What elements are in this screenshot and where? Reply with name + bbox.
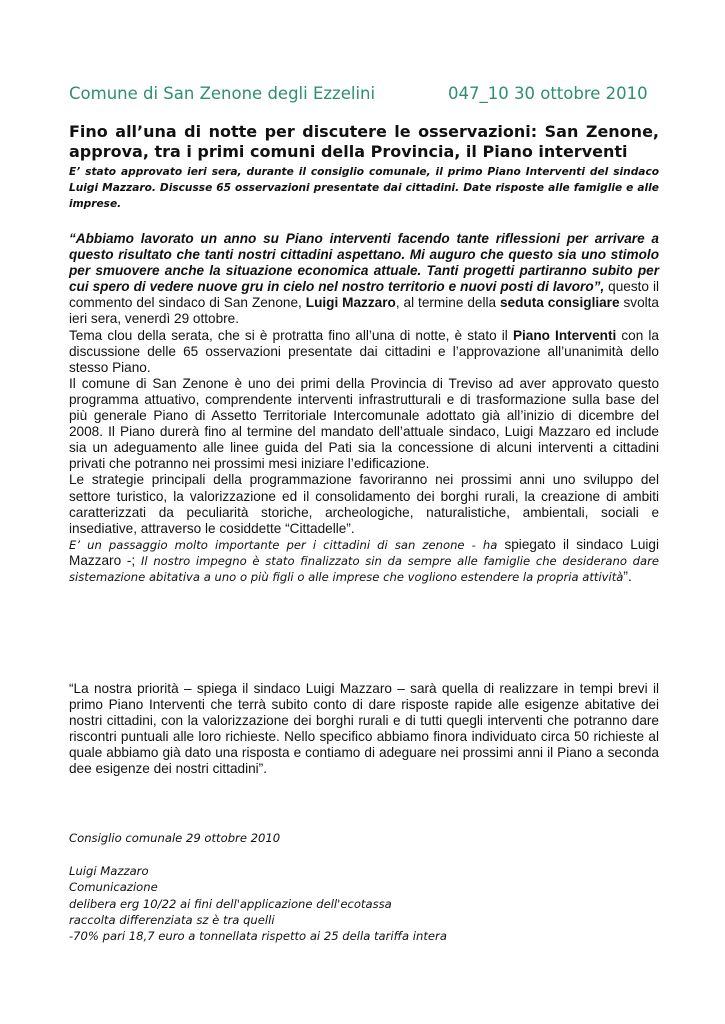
- paragraph-province: Il comune di San Zenone è uno dei primi della Provincia di Treviso ad aver approvato questo programma attuativo, comprendente interventi infrastrutturali e di trasformazione sulla base del più generale Piano di Assetto Territoriale Intercomunale adottato già all’inizio di dicembre del 2008. Il Piano durerà fino al termine del mandato dell’attuale sindaco, Luigi Mazzaro ed include sia un adeguamento alle linee guida del Pati sia la concessione di alcuni interventi a cittadini privati che potranno nei prossimi mesi iniziare l’edificazione.: [69, 375, 659, 472]
- article-body: [69, 231, 659, 585]
- italic-span: Il nostro impegno è stato finalizzato sin da sempre alle famiglie che desiderano dare sistemazione abitativa a uno o più figli o alle imprese che vogliono estendere la propria attività: [69, 553, 659, 584]
- footer-line: Luigi Mazzaro: [69, 864, 149, 879]
- article-title: Fino all’una di notte per discutere le osservazioni: San Zenone, approva, tra i primi comuni della Provincia, il Piano interventi: [69, 122, 659, 161]
- mayor-quote: “Abbiamo lavorato un anno su Piano interventi facendo tante riflessioni per arrivare a questo risultato che tanti nostri cittadini aspettano. Mi auguro che questo sia uno stimolo per smuovere anche la situazione economica attuale. Tanti progetti partiranno subito per cui spero di vedere nuove gru in cielo nel nostro territorio e nuovi posti di lavoro”,: [69, 231, 659, 295]
- text-span: spiegato il sindaco Luigi Mazzaro -;: [69, 536, 659, 568]
- council-date-line: Consiglio comunale 29 ottobre 2010: [69, 831, 281, 845]
- council-session: seduta consigliare: [500, 295, 620, 311]
- paragraph-mayor-quote: [69, 231, 659, 328]
- municipality-name: Comune di San Zenone degli Ezzelini: [69, 84, 376, 103]
- article-subtitle: E’ stato approvato ieri sera, durante il consiglio comunale, il primo Piano Interventi del sindaco Luigi Mazzaro. Discusse 65 osservazioni presentate dai cittadini. Date risposte alle famiglie e alle imprese.: [69, 166, 659, 210]
- text-span: Tema clou della serata, che si è protratta fino all’una di notte, è stato il: [69, 327, 513, 343]
- reference-date: 047_10 30 ottobre 2010: [448, 84, 648, 103]
- text-span: questo il commento del sindaco di San Zenone,: [69, 279, 659, 311]
- mayor-name: Luigi Mazzaro: [305, 295, 396, 311]
- paragraph-priority: “La nostra priorità – spiega il sindaco Luigi Mazzaro – sarà quella di realizzare in tempi brevi il primo Piano Interventi che terrà subito conto di dare risposte rapide alle esigenze abitative dei nostri cittadini, con la valorizzazione dei borghi rurali e di tutti quegli interventi che potranno dare riscontri puntuali alle loro richieste. Nello specifico abbiamo finora individuato circa 50 richieste al quale abbiamo già dato una risposta e contiamo di adeguare nei prossimi anni il Piano a seconda dee esigenze dei nostri cittadini”.: [69, 681, 659, 777]
- footer-line: delibera erg 10/22 ai fini dell'applicazione dell'ecotassa: [69, 896, 392, 911]
- italic-span: E’ un passaggio molto importante per i cittadini di san zenone - ha: [69, 537, 505, 552]
- spacer: [69, 846, 659, 863]
- paragraph-plan: [69, 328, 659, 376]
- footer-notes: [69, 830, 659, 944]
- text-span: svolta ieri sera, venerdì 29 ottobre.: [69, 295, 659, 327]
- document-header: [69, 84, 659, 108]
- text-span: con la discussione delle 65 osservazioni presentate dai cittadini e l’approvazione all’unanimità dello stesso Piano.: [69, 327, 659, 375]
- text-span: , al termine della: [395, 295, 500, 311]
- footer-line: -70% pari 18,7 euro a tonnellata rispetto ai 25 della tariffa intera: [69, 929, 447, 944]
- footer-line: Comunicazione: [69, 880, 158, 895]
- paragraph-mayor-explains: [69, 537, 659, 585]
- plan-name: Piano Interventi: [512, 327, 617, 343]
- footer-line: raccolta differenziata sz è tra quelli: [69, 912, 275, 927]
- paragraph-strategies: Le strategie principali della programmazione favoriranno nei prossimi anni uno sviluppo del settore turistico, la valorizzazione ed il consolidamento dei borghi rurali, la creazione di ambiti caratterizzati da peculiarità storiche, archeologiche, naturalistiche, ambientali, sociali e insediative, attraverso le cosiddette “Cittadelle”.: [69, 472, 659, 536]
- text-span: ”.: [623, 568, 632, 584]
